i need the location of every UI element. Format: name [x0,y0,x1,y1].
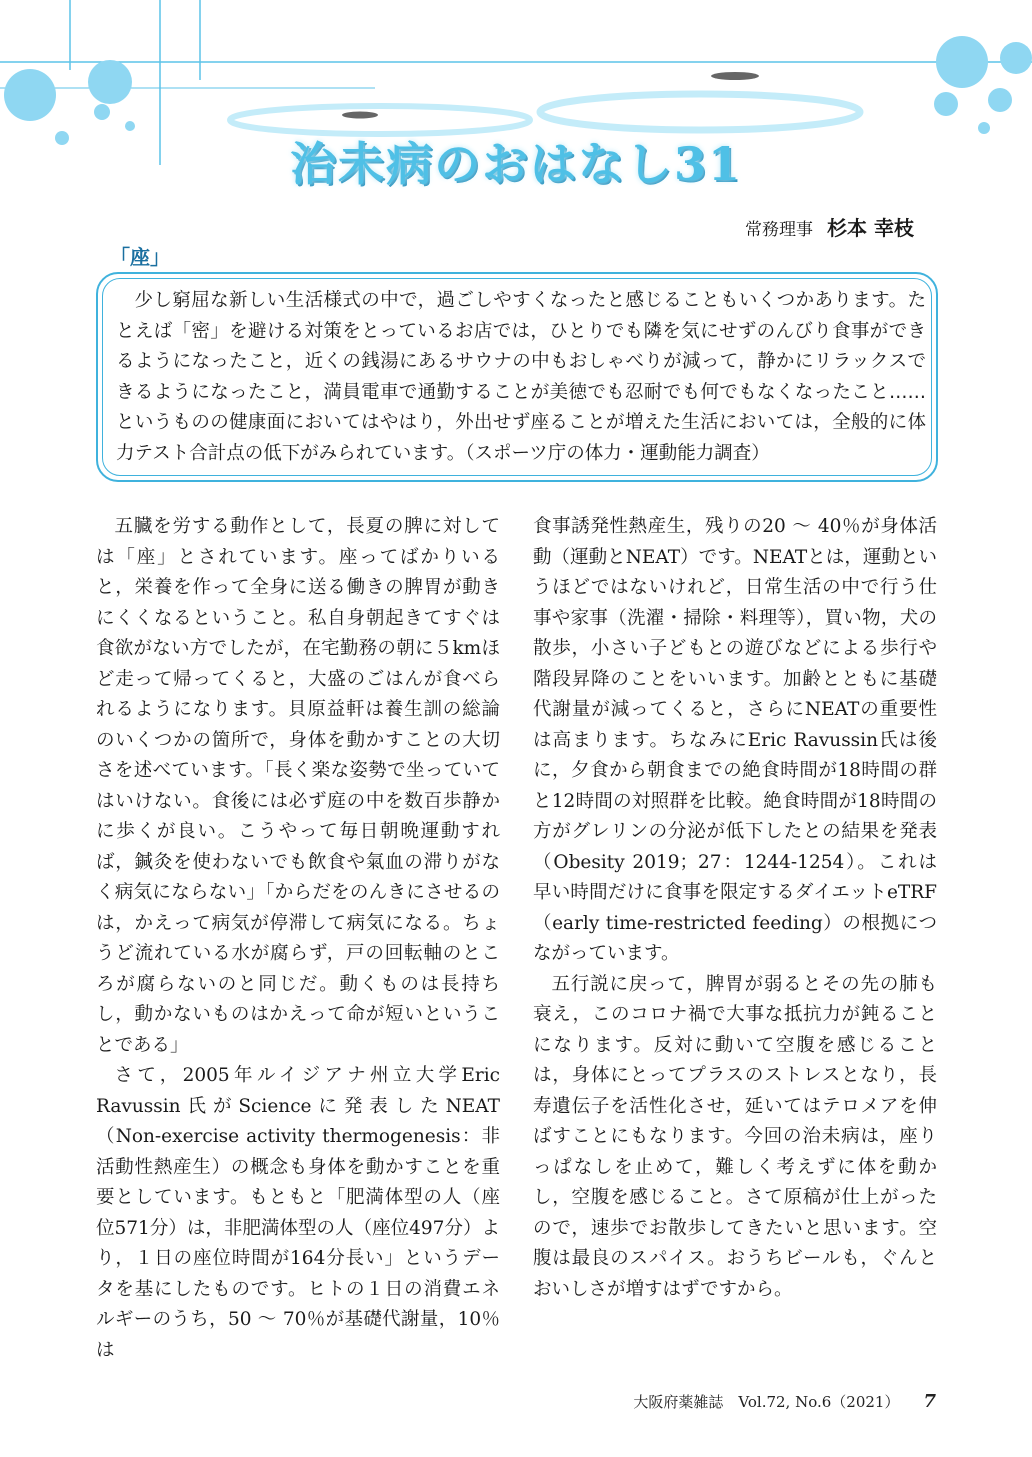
page-number: 7 [923,1391,936,1412]
intro-text: 少し窮屈な新しい生活様式の中で，過ごしやすくなったと感じることもいくつかあります。たとえば「密」を避ける対策をとっているお店では，ひとりでも隣を気にせずのんびり食事ができるようになったこと，近くの銭湯にあるサウナの中もおしゃべりが減って，静かにリラックスできるようになったこと，満員電車で通勤することが美徳でも忍耐でも何でもなくなったこと……というものの健康面においてはやはり，外出せず座ることが増えた生活においては，全般的に体力テスト合計点の低下がみられています。（スポーツ庁の体力・運動能力調査） [116,290,926,464]
author-role: 常務理事 [745,220,814,240]
body-column-left [96,512,500,1366]
body-paragraph: 食事誘発性熱産生，残りの20 ～ 40％が身体活動（運動とNEAT）です。NEATとは，運動というほどではないけれど，日常生活の中で行う仕事や家事（洗濯・掃除・料理等），買い物，犬の散歩，小さい子どもとの遊びなどによる歩行や階段昇降のことをいいます。加齢とともに基礎代謝量が減ってくると，さらにNEATの重要性は高まります。ちなみにEric Ravussin氏は後に，夕食から朝食までの絶食時間が18時間の群と12時間の対照群を比較。絶食時間が18時間の方がグレリンの分泌が低下したとの結果を発表（Obesity 2019；27：1244-1254）。これは早い時間だけに食事を限定するダイエットeTRF（early time-restricted feeding）の根拠につながっています。 [533,516,937,964]
body-paragraph: 五臓を労する動作として，長夏の脾に対しては「座」とされています。座ってばかりいると，栄養を作って全身に送る働きの脾胃が動きにくくなるということ。私自身朝起きてすぐは食欲がない方でしたが，在宅勤務の朝に５kmほど走って帰ってくると，大盛のごはんが食べられるようになります。貝原益軒は養生訓の総論のいくつかの箇所で，身体を動かすことの大切さを述べています。「長く楽な姿勢で坐っていてはいけない。食後には必ず庭の中を数百歩静かに歩くが良い。こうやって毎日朝晩運動すれば，鍼灸を使わないでも飲食や氣血の滞りがなく病気にならない」「からだをのんきにさせるのは，かえって病気が停滞して病気になる。ちょうど流れている水が腐らず，戸の回転軸のところが腐らないのと同じだ。動くものは長持ちし，動かないものはかえって命が短いということである」 [96,516,500,1056]
page-footer [633,1391,936,1412]
author-line [745,212,914,241]
body-column-right [533,512,937,1305]
body-paragraph: 五行説に戻って，脾胃が弱るとその先の肺も衰え，このコロナ禍で大事な抵抗力が鈍ることになります。反対に動いて空腹を感じることは，身体にとってプラスのストレスとなり，長寿遺伝子を活性化させ，延いてはテロメアを伸ばすことにもなります。今回の治未病は，座りっぱなしを止めて，難しく考えずに体を動かし，空腹を感じること。さて原稿が仕上がったので，速歩でお散歩してきたいと思います。空腹は最良のスパイス。おうちビールも，ぐんとおいしさが増すはずですから。 [533,973,937,1300]
page-title: 治未病のおはなし31 [289,137,742,191]
section-label: 「座」 [110,245,170,269]
author-name: 杉本 幸枝 [827,216,914,240]
body-paragraph: さて，2005年ルイジアナ州立大学Eric Ravussin氏がScienceに発表したNEAT（Non-exercise activity thermogenesis：非活動性熱産生）の概念も身体を動かすことを重要としています。もともと「肥満体型の人（座位571分）は，非肥満体型の人（座位497分）より，１日の座位時間が164分長い」というデータを基にしたものです。ヒトの１日の消費エネルギーのうち，50 ～ 70％が基礎代謝量，10％は [96,1065,500,1361]
journal-citation: 大阪府薬雑誌 Vol.72, No.6（2021） [633,1393,900,1411]
